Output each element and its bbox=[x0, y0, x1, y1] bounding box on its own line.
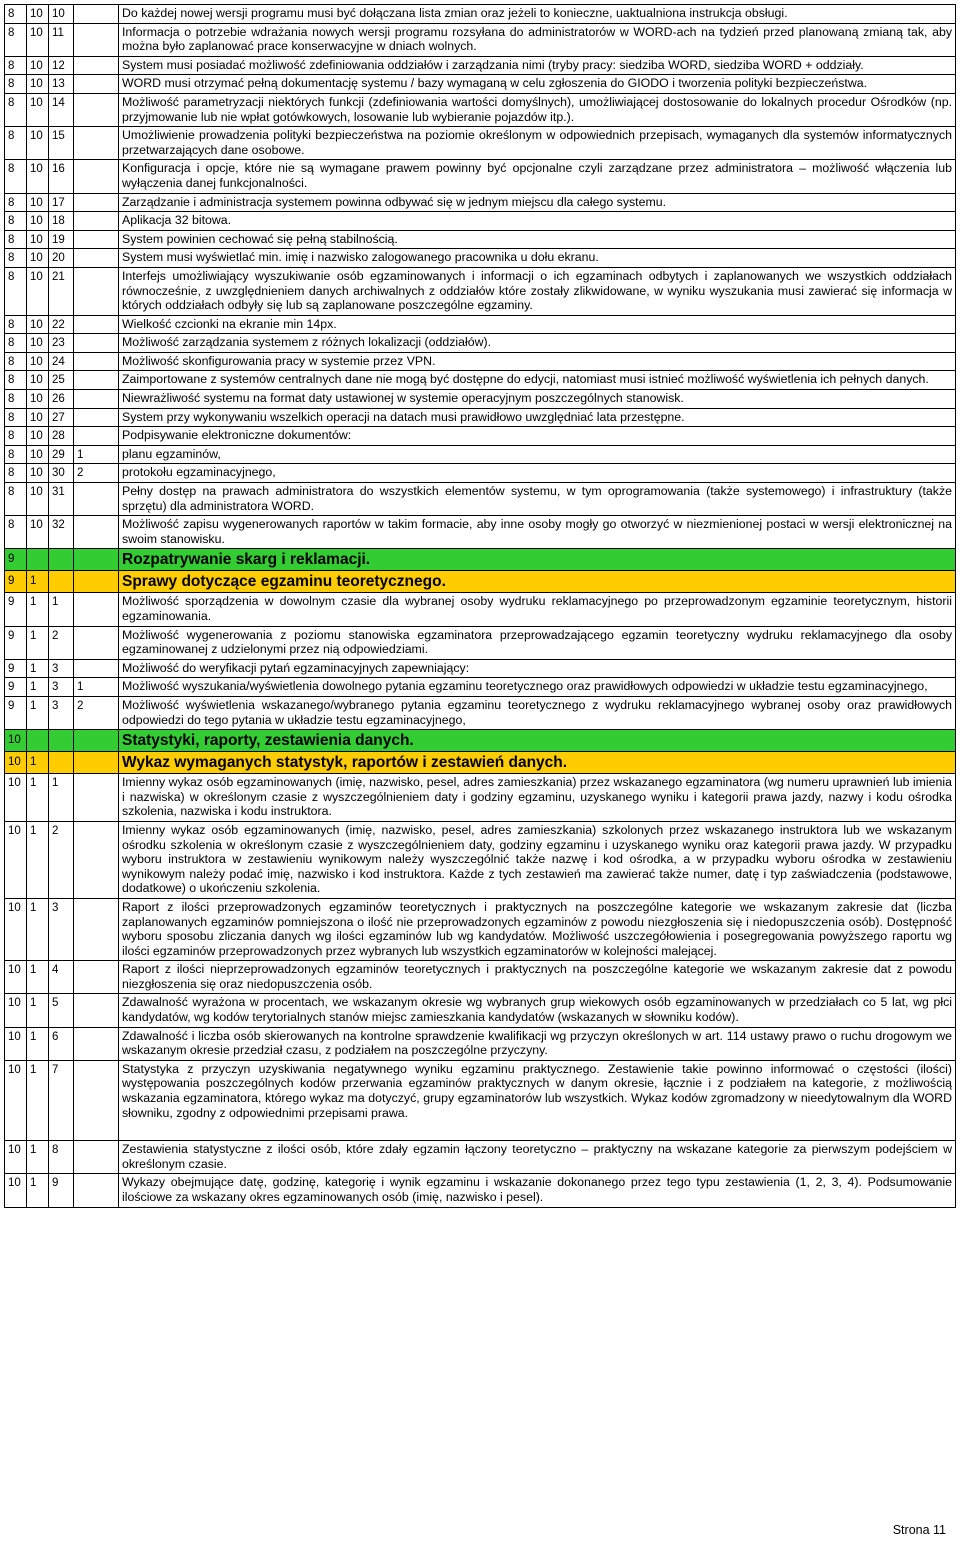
row-number-cell: 1 bbox=[27, 961, 49, 994]
table-row bbox=[5, 483, 956, 516]
row-number-cell: 8 bbox=[5, 56, 27, 75]
row-number-cell: 10 bbox=[5, 1174, 27, 1207]
table-row bbox=[5, 1141, 956, 1174]
table-row bbox=[5, 23, 956, 56]
table-row bbox=[5, 56, 956, 75]
table-row bbox=[5, 549, 956, 571]
table-row bbox=[5, 408, 956, 427]
row-number-cell: 25 bbox=[49, 371, 74, 390]
requirement-text: System przy wykonywaniu wszelkich operacji na datach musi prawidłowo uwzględniać lata przestępne. bbox=[119, 408, 956, 427]
row-number-cell bbox=[49, 549, 74, 571]
table-row bbox=[5, 249, 956, 268]
requirement-text: Raport z ilości nieprzeprowadzonych egzaminów teoretycznych i praktycznych na poszczególne kategorie we wskazanym zakresie dat z powodu niezgłoszenia się oraz niedopuszczenia osób. bbox=[119, 961, 956, 994]
row-number-cell: 8 bbox=[5, 212, 27, 231]
requirement-text: Zdawalność i liczba osób skierowanych na kontrolne sprawdzenie kwalifikacji wg przyczyn określonych w art. 114 ustawy prawo o ruchu drogowym we wskazanym okresie przedział czasu, z podziałem na poszczególne przyczyny. bbox=[119, 1027, 956, 1060]
row-number-cell: 10 bbox=[5, 961, 27, 994]
table-row bbox=[5, 752, 956, 774]
row-number-cell: 1 bbox=[49, 774, 74, 822]
row-number-cell: 10 bbox=[27, 5, 49, 24]
row-number-cell: 21 bbox=[49, 267, 74, 315]
table-row bbox=[5, 464, 956, 483]
row-number-cell: 29 bbox=[49, 445, 74, 464]
row-number-cell: 10 bbox=[5, 730, 27, 752]
page-number: Strona 11 bbox=[892, 1523, 946, 1537]
row-number-cell bbox=[74, 516, 119, 549]
table-row bbox=[5, 193, 956, 212]
section-heading: Statystyki, raporty, zestawienia danych. bbox=[119, 730, 956, 752]
table-row bbox=[5, 5, 956, 24]
row-number-cell: 10 bbox=[27, 390, 49, 409]
table-row bbox=[5, 127, 956, 160]
row-number-cell: 10 bbox=[27, 334, 49, 353]
table-row bbox=[5, 93, 956, 126]
row-number-cell: 9 bbox=[5, 659, 27, 678]
row-number-cell bbox=[74, 730, 119, 752]
row-number-cell: 1 bbox=[27, 1060, 49, 1140]
row-number-cell: 1 bbox=[27, 659, 49, 678]
row-number-cell: 10 bbox=[27, 483, 49, 516]
row-number-cell: 3 bbox=[49, 696, 74, 729]
requirements-table-body bbox=[5, 5, 956, 1208]
row-number-cell: 8 bbox=[5, 408, 27, 427]
row-number-cell bbox=[74, 752, 119, 774]
row-number-cell: 9 bbox=[5, 571, 27, 593]
row-number-cell: 13 bbox=[49, 75, 74, 94]
requirement-text: protokołu egzaminacyjnego, bbox=[119, 464, 956, 483]
row-number-cell: 10 bbox=[27, 267, 49, 315]
requirement-text: Zdawalność wyrażona w procentach, we wskazanym okresie wg wybranych grup wiekowych osób egzaminowanych w przedziałach co 5 lat, wg płci kandydatów, wg kodów terytorialnych stanów miejsc zamieszkania kandydatów (wskazanych w słowniku kodów). bbox=[119, 994, 956, 1027]
row-number-cell: 1 bbox=[27, 1027, 49, 1060]
row-number-cell: 22 bbox=[49, 315, 74, 334]
row-number-cell: 14 bbox=[49, 93, 74, 126]
row-number-cell: 10 bbox=[27, 516, 49, 549]
row-number-cell: 1 bbox=[74, 678, 119, 697]
row-number-cell bbox=[74, 408, 119, 427]
requirement-text: Możliwość parametryzacji niektórych funkcji (zdefiniowania wartości domyślnych), umożliwiającej dostosowanie do lokalnych procedur Ośrodków (np. przyjmowanie lub nie wpłat gotówkowych, losowanie lub wybieranie pojazdów itp.). bbox=[119, 93, 956, 126]
row-number-cell: 32 bbox=[49, 516, 74, 549]
row-number-cell bbox=[74, 267, 119, 315]
row-number-cell: 8 bbox=[5, 315, 27, 334]
row-number-cell: 5 bbox=[49, 994, 74, 1027]
row-number-cell: 8 bbox=[5, 464, 27, 483]
row-number-cell: 10 bbox=[27, 371, 49, 390]
row-number-cell: 10 bbox=[5, 774, 27, 822]
table-row bbox=[5, 1027, 956, 1060]
row-number-cell: 10 bbox=[27, 75, 49, 94]
row-number-cell: 2 bbox=[74, 464, 119, 483]
row-number-cell bbox=[74, 774, 119, 822]
row-number-cell: 8 bbox=[5, 445, 27, 464]
row-number-cell: 10 bbox=[27, 23, 49, 56]
requirement-text: System musi wyświetlać min. imię i nazwisko zalogowanego pracownika u dołu ekranu. bbox=[119, 249, 956, 268]
requirement-text: Możliwość sporządzenia w dowolnym czasie dla wybranej osoby wydruku reklamacyjnego po przeprowadzonym egzaminie teoretycznym, historii egzaminowania. bbox=[119, 593, 956, 626]
row-number-cell: 8 bbox=[5, 334, 27, 353]
row-number-cell: 2 bbox=[49, 821, 74, 898]
requirement-text: Możliwość wygenerowania z poziomu stanowiska egzaminatora przeprowadzającego egzamin teoretyczny wydruku reklamacyjnego dla osoby egzaminowanej z udzielonymi przez nią odpowiedziami. bbox=[119, 626, 956, 659]
row-number-cell bbox=[27, 730, 49, 752]
row-number-cell bbox=[74, 371, 119, 390]
table-row bbox=[5, 445, 956, 464]
row-number-cell: 2 bbox=[49, 626, 74, 659]
requirement-text: WORD musi otrzymać pełną dokumentację systemu / bazy wymaganą w celu zgłoszenia do GIODO i tworzenia polityki bezpieczeństwa. bbox=[119, 75, 956, 94]
row-number-cell bbox=[74, 1141, 119, 1174]
requirement-text: Wielkość czcionki na ekranie min 14px. bbox=[119, 315, 956, 334]
row-number-cell: 1 bbox=[49, 593, 74, 626]
requirement-text: Możliwość skonfigurowania pracy w systemie przez VPN. bbox=[119, 352, 956, 371]
row-number-cell: 10 bbox=[5, 1060, 27, 1140]
row-number-cell bbox=[74, 483, 119, 516]
row-number-cell: 10 bbox=[27, 56, 49, 75]
row-number-cell: 9 bbox=[5, 626, 27, 659]
row-number-cell: 10 bbox=[27, 427, 49, 446]
table-row bbox=[5, 427, 956, 446]
row-number-cell bbox=[74, 160, 119, 193]
row-number-cell: 19 bbox=[49, 230, 74, 249]
row-number-cell bbox=[74, 315, 119, 334]
row-number-cell: 7 bbox=[49, 1060, 74, 1140]
row-number-cell bbox=[74, 127, 119, 160]
row-number-cell: 27 bbox=[49, 408, 74, 427]
row-number-cell: 9 bbox=[49, 1174, 74, 1207]
table-row bbox=[5, 1060, 956, 1140]
requirement-text: Podpisywanie elektroniczne dokumentów: bbox=[119, 427, 956, 446]
row-number-cell: 10 bbox=[27, 93, 49, 126]
requirement-text: System musi posiadać możliwość zdefiniowania oddziałów i zarządzania nimi (tryby pracy: siedziba WORD, siedziba WORD + oddziały. bbox=[119, 56, 956, 75]
row-number-cell: 8 bbox=[5, 249, 27, 268]
row-number-cell: 8 bbox=[5, 267, 27, 315]
section-heading: Rozpatrywanie skarg i reklamacji. bbox=[119, 549, 956, 571]
row-number-cell: 8 bbox=[5, 483, 27, 516]
row-number-cell: 4 bbox=[49, 961, 74, 994]
table-row bbox=[5, 1174, 956, 1207]
table-row bbox=[5, 898, 956, 960]
row-number-cell: 12 bbox=[49, 56, 74, 75]
row-number-cell bbox=[74, 334, 119, 353]
row-number-cell bbox=[49, 730, 74, 752]
subsection-heading: Wykaz wymaganych statystyk, raportów i zestawień danych. bbox=[119, 752, 956, 774]
row-number-cell bbox=[74, 390, 119, 409]
row-number-cell: 17 bbox=[49, 193, 74, 212]
requirement-text: Możliwość zapisu wygenerowanych raportów w takim formacie, aby inne osoby mogły go otworzyć w niezmienionej postaci w wersji elektronicznej na swoim stanowisku. bbox=[119, 516, 956, 549]
table-row bbox=[5, 160, 956, 193]
row-number-cell: 6 bbox=[49, 1027, 74, 1060]
requirement-text: Konfiguracja i opcje, które nie są wymagane prawem powinny być opcjonalne czyli zarządzane przez administratora – możliwość włączenia lub wyłączenia danej funkcjonalności. bbox=[119, 160, 956, 193]
requirement-text: System powinien cechować się pełną stabilnością. bbox=[119, 230, 956, 249]
row-number-cell: 1 bbox=[27, 678, 49, 697]
requirement-text: Raport z ilości przeprowadzonych egzaminów teoretycznych i praktycznych na poszczególne kategorie we wskazanym zakresie dat (liczba zaplanowanych egzaminów pomniejszona o ilość nie przeprowadzonych egzaminów z powodu niezgłoszenia się i niedopuszczenia osób). Dostępność wyboru sposobu zliczania danych wg ilości egzaminów lub wg kandydatów. Możliwość uszczegółowienia i posegregowania powyższego raportu wg ilości egzaminów przeprowadzonych przez wybranych lub wszystkich egzaminatorów w kolejności malejącej. bbox=[119, 898, 956, 960]
requirement-text: Aplikacja 32 bitowa. bbox=[119, 212, 956, 231]
row-number-cell: 10 bbox=[27, 315, 49, 334]
row-number-cell: 10 bbox=[27, 352, 49, 371]
row-number-cell: 8 bbox=[5, 371, 27, 390]
requirement-text: Umożliwienie prowadzenia polityki bezpieczeństwa na poziomie określonym w odpowiednich przepisach, wymaganych dla systemów informatycznych przetwarzających dane osobowe. bbox=[119, 127, 956, 160]
row-number-cell: 8 bbox=[5, 23, 27, 56]
row-number-cell: 18 bbox=[49, 212, 74, 231]
row-number-cell bbox=[74, 249, 119, 268]
requirement-text: Możliwość wyświetlenia wskazanego/wybranego pytania egzaminu teoretycznego z wydruku reklamacyjnego wybranej osoby oraz prawidłowych odpowiedzi do tego pytania w układzie testu egzaminacyjnego, bbox=[119, 696, 956, 729]
table-row bbox=[5, 352, 956, 371]
row-number-cell: 1 bbox=[74, 445, 119, 464]
row-number-cell: 1 bbox=[27, 994, 49, 1027]
table-row bbox=[5, 390, 956, 409]
row-number-cell: 8 bbox=[5, 516, 27, 549]
row-number-cell bbox=[74, 1027, 119, 1060]
row-number-cell: 11 bbox=[49, 23, 74, 56]
row-number-cell: 3 bbox=[49, 659, 74, 678]
table-row bbox=[5, 212, 956, 231]
row-number-cell bbox=[49, 571, 74, 593]
table-row bbox=[5, 659, 956, 678]
row-number-cell: 10 bbox=[27, 249, 49, 268]
row-number-cell bbox=[74, 93, 119, 126]
row-number-cell: 3 bbox=[49, 898, 74, 960]
row-number-cell: 10 bbox=[5, 994, 27, 1027]
row-number-cell bbox=[74, 5, 119, 24]
row-number-cell: 8 bbox=[5, 93, 27, 126]
requirement-text: Wykazy obejmujące datę, godzinę, kategorię i wynik egzaminu i wskazanie dokonanego przez tego typu zestawienia (1, 2, 3, 4). Podsumowanie ilościowe za wskazany okres egzaminowanych osób (imię, nazwisko i pesel). bbox=[119, 1174, 956, 1207]
row-number-cell bbox=[74, 427, 119, 446]
row-number-cell bbox=[74, 898, 119, 960]
row-number-cell: 26 bbox=[49, 390, 74, 409]
requirement-text: Możliwość do weryfikacji pytań egzaminacyjnych zapewniający: bbox=[119, 659, 956, 678]
table-row bbox=[5, 696, 956, 729]
table-row bbox=[5, 961, 956, 994]
row-number-cell: 9 bbox=[5, 696, 27, 729]
row-number-cell: 10 bbox=[27, 193, 49, 212]
requirement-text: Pełny dostęp na prawach administratora do wszystkich elementów systemu, w tym oprogramowania (także systemowego) i infrastruktury (także sprzętu) dla administratora WORD. bbox=[119, 483, 956, 516]
row-number-cell: 10 bbox=[27, 408, 49, 427]
subsection-heading: Sprawy dotyczące egzaminu teoretycznego. bbox=[119, 571, 956, 593]
requirement-text: Informacja o potrzebie wdrażania nowych wersji programu rozsyłana do administratorów w WORD-ach na tydzień przed planowaną zmianą tak, aby można było zaplanować prace konserwacyjne w dniach wolnych. bbox=[119, 23, 956, 56]
row-number-cell: 8 bbox=[5, 75, 27, 94]
row-number-cell: 1 bbox=[27, 626, 49, 659]
row-number-cell bbox=[74, 1060, 119, 1140]
row-number-cell: 3 bbox=[49, 678, 74, 697]
row-number-cell: 8 bbox=[5, 390, 27, 409]
row-number-cell: 8 bbox=[5, 127, 27, 160]
row-number-cell: 10 bbox=[27, 127, 49, 160]
requirement-text: Możliwość wyszukania/wyświetlenia dowolnego pytania egzaminu teoretycznego oraz prawidłowych odpowiedzi w układzie testu egzaminacyjnego, bbox=[119, 678, 956, 697]
table-row bbox=[5, 230, 956, 249]
row-number-cell: 8 bbox=[5, 5, 27, 24]
table-row bbox=[5, 821, 956, 898]
row-number-cell: 9 bbox=[5, 549, 27, 571]
row-number-cell: 10 bbox=[27, 212, 49, 231]
row-number-cell: 8 bbox=[5, 160, 27, 193]
row-number-cell bbox=[74, 961, 119, 994]
row-number-cell bbox=[74, 626, 119, 659]
row-number-cell bbox=[74, 56, 119, 75]
row-number-cell bbox=[74, 821, 119, 898]
row-number-cell bbox=[74, 75, 119, 94]
row-number-cell: 10 bbox=[49, 5, 74, 24]
row-number-cell: 2 bbox=[74, 696, 119, 729]
requirement-text: Imienny wykaz osób egzaminowanych (imię, nazwisko, pesel, adres zamieszkania) szkolonych przez wskazanego instruktora lub we wskazanym ośrodku szkolenia w określonym czasie z wyszczególnieniem daty, godziny egzaminu i uzyskanego wyniku oraz kategorii prawa jazdy. W przypadku wyboru instruktora w zestawieniu wynikowym należy wyszczególnić także nazwę i kod ośrodka, a w przypadku wyboru ośrodka w zestawieniu wynikowym należy podać imię, nazwisko i kod instruktora. Każde z tych zestawień ma zawierać także numer, datę i typ zaświadczenia (podstawowe, dodatkowe) o ukończeniu szkolenia. bbox=[119, 821, 956, 898]
table-row bbox=[5, 994, 956, 1027]
row-number-cell bbox=[74, 212, 119, 231]
requirement-text: Zestawienia statystyczne z ilości osób, które zdały egzamin łączony teoretyczno – praktyczny na wskazane kategorie za pierwszym podejściem w określonym czasie. bbox=[119, 1141, 956, 1174]
row-number-cell: 8 bbox=[5, 427, 27, 446]
table-row bbox=[5, 516, 956, 549]
row-number-cell: 8 bbox=[5, 230, 27, 249]
table-row bbox=[5, 593, 956, 626]
row-number-cell bbox=[74, 230, 119, 249]
row-number-cell: 8 bbox=[49, 1141, 74, 1174]
row-number-cell: 10 bbox=[5, 752, 27, 774]
row-number-cell: 23 bbox=[49, 334, 74, 353]
requirement-text: Możliwość zarządzania systemem z różnych lokalizacji (oddziałów). bbox=[119, 334, 956, 353]
table-row bbox=[5, 267, 956, 315]
row-number-cell bbox=[74, 193, 119, 212]
row-number-cell bbox=[74, 352, 119, 371]
row-number-cell bbox=[49, 752, 74, 774]
requirement-text: planu egzaminów, bbox=[119, 445, 956, 464]
requirement-text: Imienny wykaz osób egzaminowanych (imię, nazwisko, pesel, adres zamieszkania) przez wskazanego egzaminatora (wg numeru uprawnień lub imienia i nazwiska) w określonym czasie z wyszczególnieniem daty i godziny egzaminu, uzyskanego wyniku i kategorii prawa jazdy, nazwy i kodu ośrodka szkolenia, nazwiska i kodu instruktora. bbox=[119, 774, 956, 822]
requirement-text: Statystyka z przyczyn uzyskiwania negatywnego wyniku egzaminu praktycznego. Zestawienie takie powinno informować o częstości (ilości) występowania poszczególnych kodów przerwania egzaminów praktycznych w danym okresie, łącznie i z podziałem na kategorie, z możliwością wskazania egzaminatora, którego wykaz ma dotyczyć, grupy egzaminatorów lub wszystkich. Wykaz kodów zgromadzony w nieedytowalnym dla WORD słowniku, zgodny z odpowiednimi przepisami prawa. bbox=[119, 1060, 956, 1140]
table-row bbox=[5, 75, 956, 94]
row-number-cell: 10 bbox=[27, 160, 49, 193]
row-number-cell: 1 bbox=[27, 898, 49, 960]
row-number-cell: 9 bbox=[5, 593, 27, 626]
table-row bbox=[5, 315, 956, 334]
row-number-cell: 31 bbox=[49, 483, 74, 516]
row-number-cell bbox=[74, 571, 119, 593]
row-number-cell: 10 bbox=[5, 898, 27, 960]
row-number-cell: 1 bbox=[27, 774, 49, 822]
table-row bbox=[5, 774, 956, 822]
row-number-cell: 10 bbox=[27, 464, 49, 483]
table-row bbox=[5, 678, 956, 697]
requirements-table bbox=[4, 4, 956, 1208]
row-number-cell: 9 bbox=[5, 678, 27, 697]
row-number-cell bbox=[74, 1174, 119, 1207]
table-row bbox=[5, 626, 956, 659]
row-number-cell bbox=[74, 23, 119, 56]
row-number-cell bbox=[74, 593, 119, 626]
row-number-cell bbox=[74, 659, 119, 678]
row-number-cell: 10 bbox=[5, 1141, 27, 1174]
row-number-cell: 8 bbox=[5, 352, 27, 371]
row-number-cell bbox=[74, 549, 119, 571]
row-number-cell: 15 bbox=[49, 127, 74, 160]
table-row bbox=[5, 371, 956, 390]
row-number-cell bbox=[74, 994, 119, 1027]
row-number-cell: 1 bbox=[27, 1141, 49, 1174]
row-number-cell: 1 bbox=[27, 593, 49, 626]
row-number-cell: 10 bbox=[5, 821, 27, 898]
row-number-cell: 1 bbox=[27, 571, 49, 593]
row-number-cell bbox=[27, 549, 49, 571]
table-row bbox=[5, 571, 956, 593]
row-number-cell: 10 bbox=[27, 230, 49, 249]
row-number-cell: 1 bbox=[27, 821, 49, 898]
row-number-cell: 10 bbox=[5, 1027, 27, 1060]
row-number-cell: 28 bbox=[49, 427, 74, 446]
requirement-text: Zaimportowane z systemów centralnych dane nie mogą być dostępne do edycji, natomiast musi istnieć możliwość wyświetlenia ich pełnych danych. bbox=[119, 371, 956, 390]
table-row bbox=[5, 334, 956, 353]
row-number-cell: 1 bbox=[27, 696, 49, 729]
row-number-cell: 1 bbox=[27, 752, 49, 774]
row-number-cell: 10 bbox=[27, 445, 49, 464]
requirement-text: Niewrażliwość systemu na format daty ustawionej w systemie operacyjnym poszczególnych stanowisk. bbox=[119, 390, 956, 409]
requirement-text: Interfejs umożliwiający wyszukiwanie osób egzaminowanych i informacji o ich egzaminach odbytych i zaplanowanych we wszystkich oddziałach równocześnie, z uwzględnieniem danych archiwalnych z oddziałów które zostały zlikwidowane, w wyniku wyszukania musi zawierać się informacja w których oddziałach odbyły się lub są zaplanowane poszczególne egzaminy. bbox=[119, 267, 956, 315]
requirement-text: Zarządzanie i administracja systemem powinna odbywać się w jednym miejscu dla całego systemu. bbox=[119, 193, 956, 212]
row-number-cell: 8 bbox=[5, 193, 27, 212]
row-number-cell: 1 bbox=[27, 1174, 49, 1207]
row-number-cell: 16 bbox=[49, 160, 74, 193]
table-row bbox=[5, 730, 956, 752]
requirement-text: Do każdej nowej wersji programu musi być dołączana lista zmian oraz jeżeli to konieczne, uaktualniona instrukcja obsługi. bbox=[119, 5, 956, 24]
row-number-cell: 20 bbox=[49, 249, 74, 268]
row-number-cell: 24 bbox=[49, 352, 74, 371]
row-number-cell: 30 bbox=[49, 464, 74, 483]
